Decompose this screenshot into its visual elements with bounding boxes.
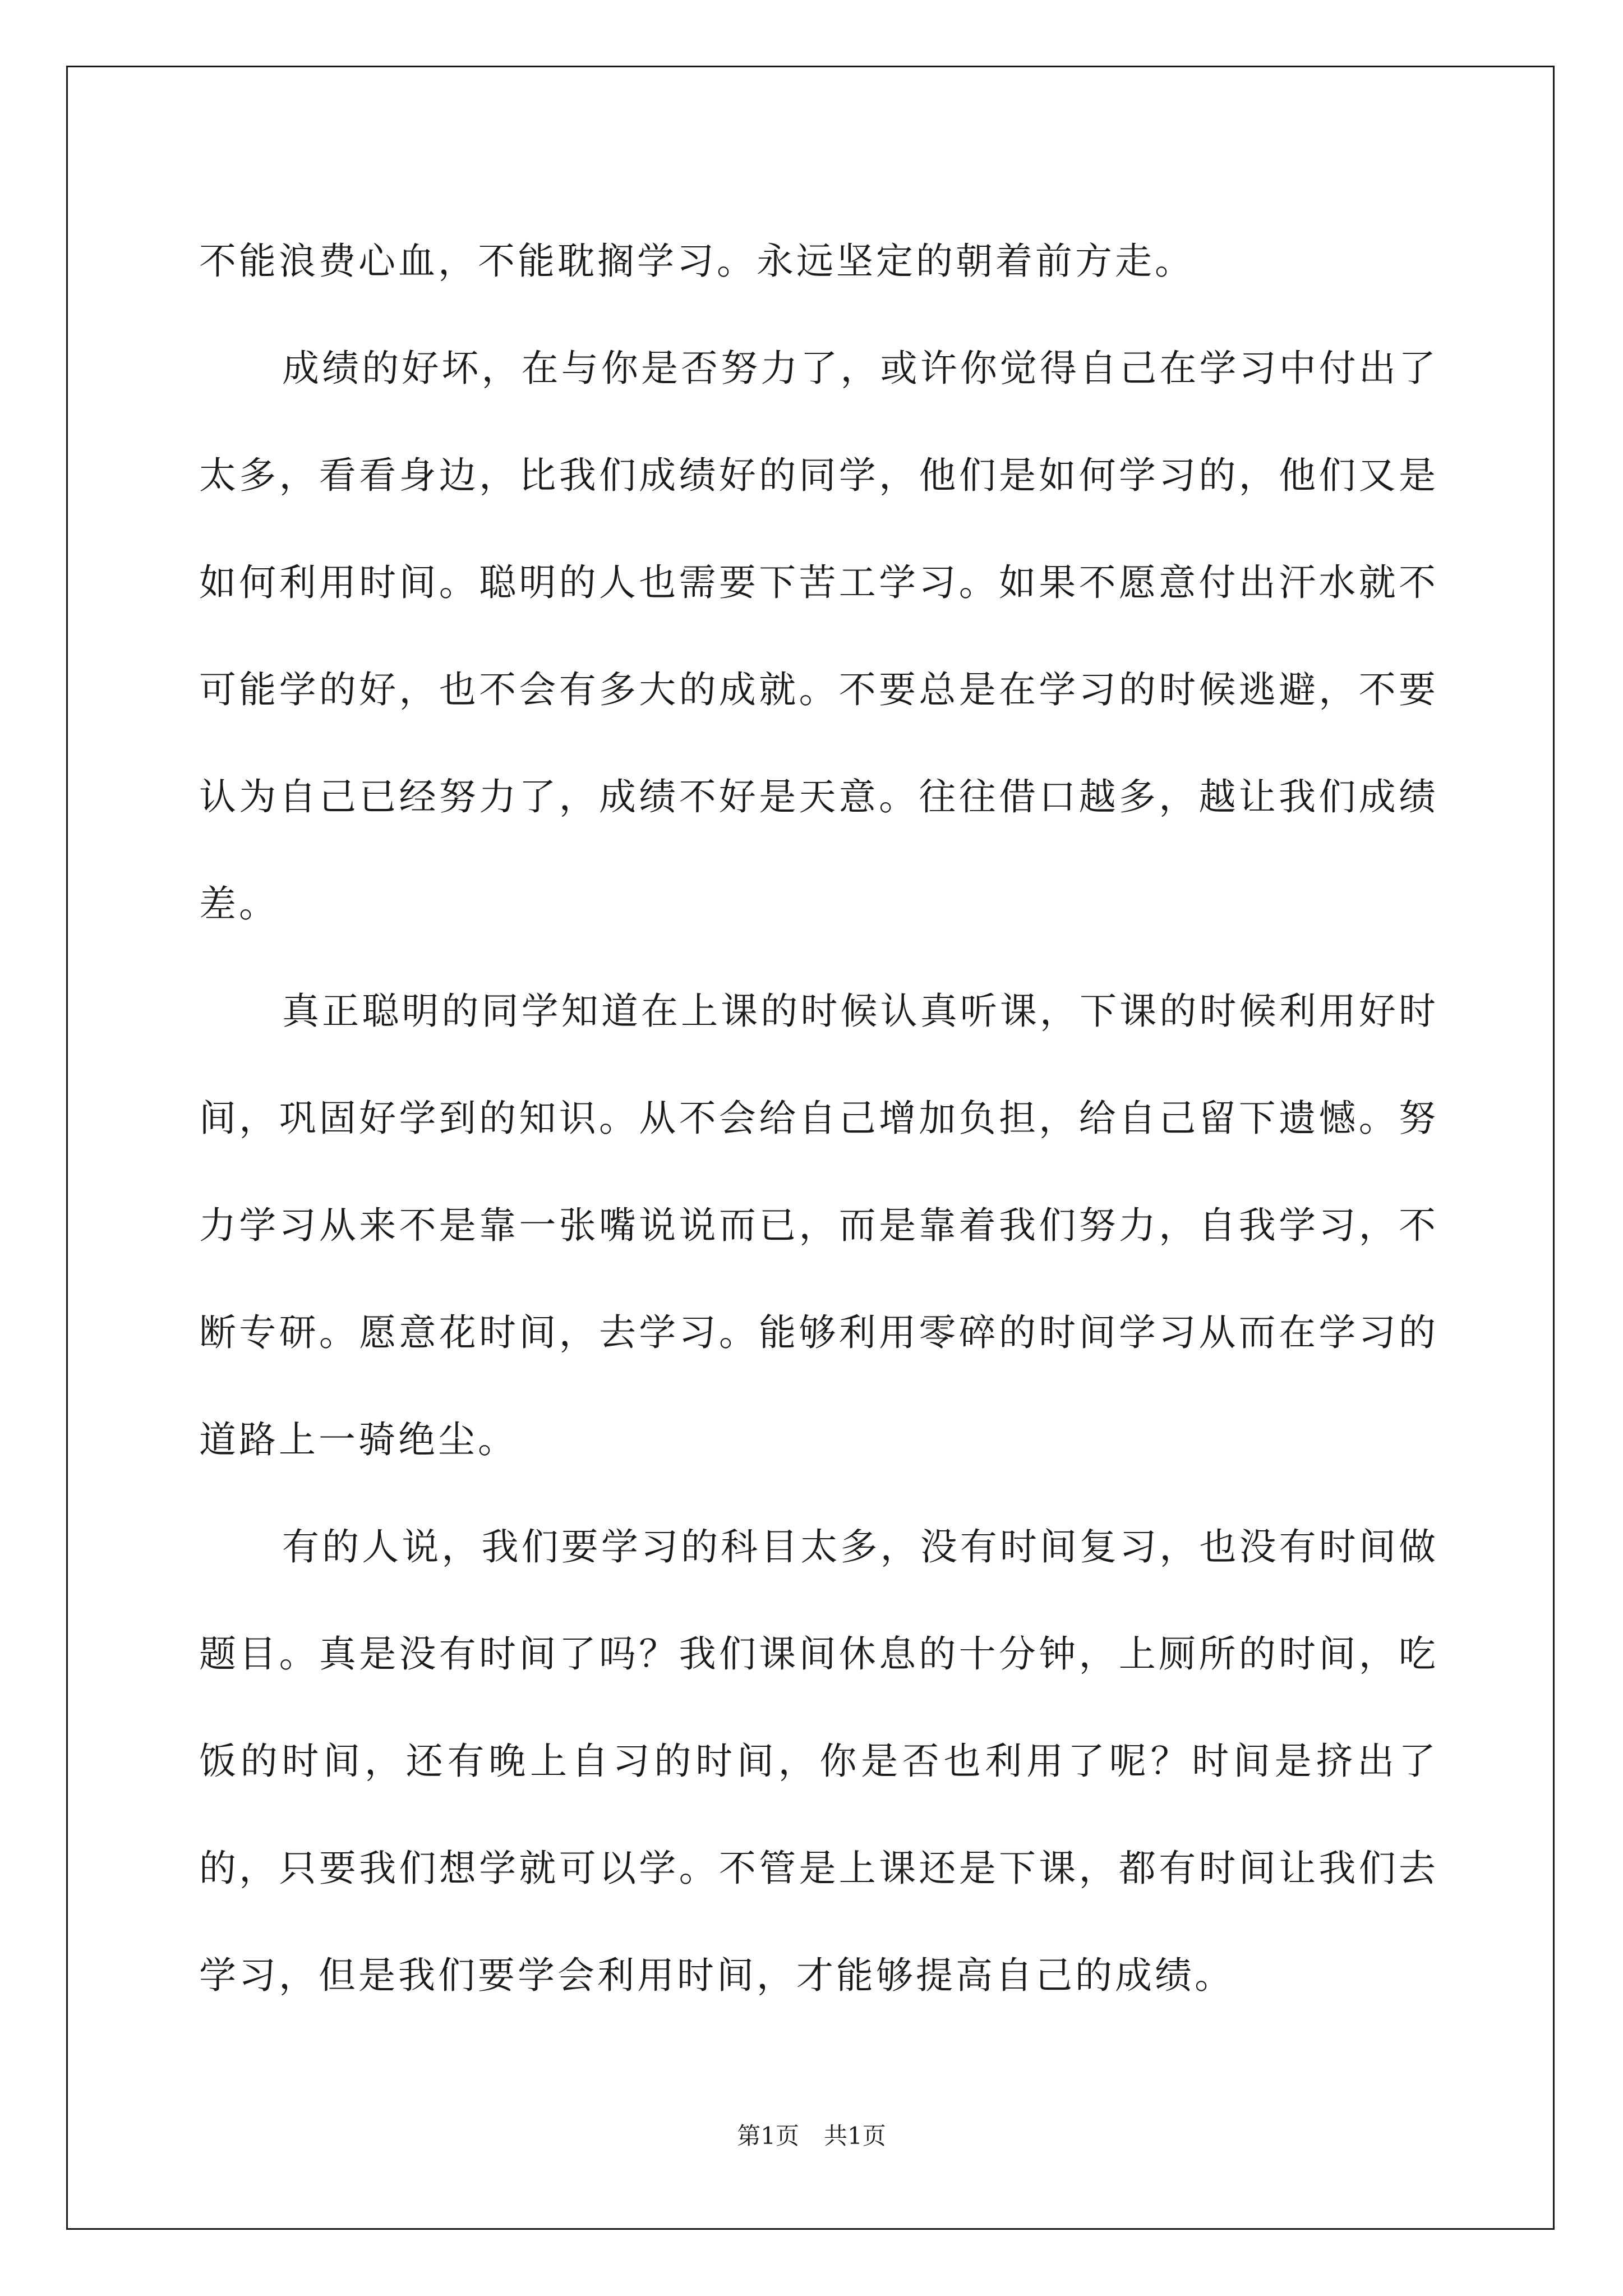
page-total: 共1页 (824, 2122, 886, 2150)
paragraph-1: 不能浪费心血，不能耽搁学习。永远坚定的朝着前方走。 (199, 240, 1195, 283)
page-number: 第1页 (737, 2122, 799, 2150)
document-body (199, 208, 1438, 2029)
paragraph-4: 有的人说，我们要学习的科目太多，没有时间复习，也没有时间做题目。真是没有时间了吗？我们课间休息的十分钟，上厕所的时间，吃饭的时间，还有晚上自习的时间，你是否也利用了呢？时间是挤出了的，只要我们想学就可以学。不管是上课还是下课，都有时间让我们去学习，但是我们要学会利用时间，才能够提高自己的成绩。 (199, 1525, 1438, 1997)
paragraph-2: 成绩的好坏，在与你是否努力了，或许你觉得自己在学习中付出了太多，看看身边，比我们成绩好的同学，他们是如何学习的，他们又是如何利用时间。聪明的人也需要下苦工学习。如果不愿意付出汗水就不可能学的好，也不会有多大的成就。不要总是在学习的时候逃避，不要认为自己已经努力了，成绩不好是天意。往往借口越多，越让我们成绩差。 (199, 347, 1438, 926)
paragraph-3: 真正聪明的同学知道在上课的时候认真听课，下课的时候利用好时间，巩固好学到的知识。从不会给自己增加负担，给自己留下遗憾。努力学习从来不是靠一张嘴说说而已，而是靠着我们努力，自我学习，不断专研。愿意花时间，去学习。能够利用零碎的时间学习从而在学习的道路上一骑绝尘。 (199, 990, 1438, 1461)
page-footer (0, 2118, 1623, 2151)
